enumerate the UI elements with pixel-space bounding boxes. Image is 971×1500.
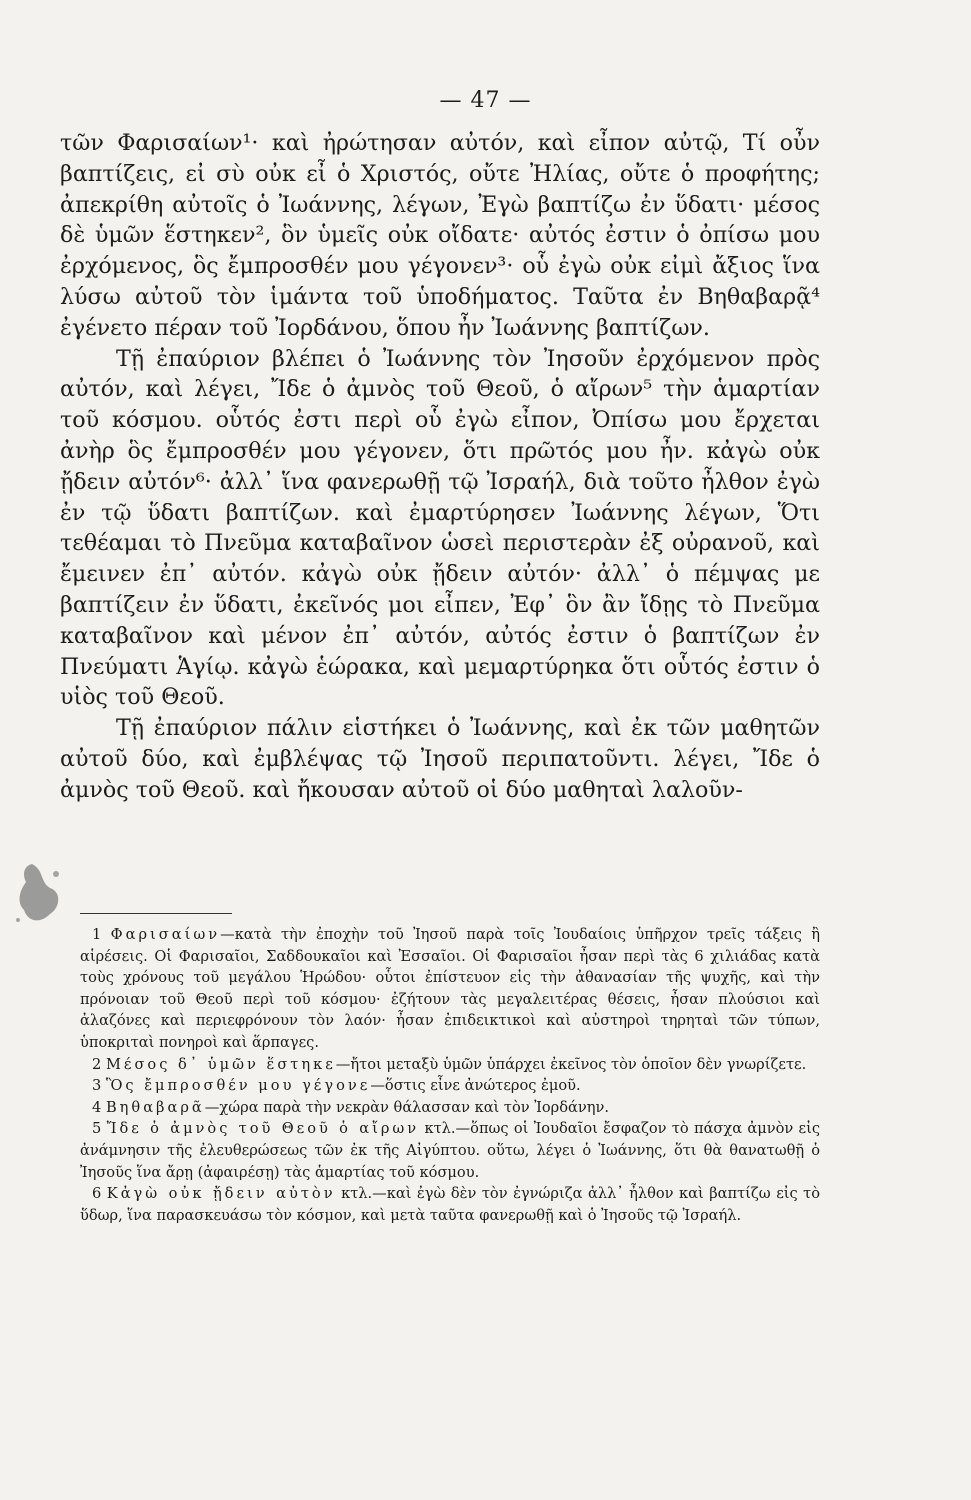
footnote-text: —ἤτοι μεταξὺ ὑμῶν ὑπάρχει ἐκεῖνος τὸν ὁποῖον δὲν γνωρίζετε.	[335, 1055, 807, 1073]
footnote-text: κτλ.—ὅπως οἱ Ἰουδαῖοι ἔσφαζον τὸ πάσχα ἀμνὸν εἰς ἀνάμνησιν τῆς ἐλευθερώσεως τῶν ἐκ τῆς Αἰγύπτου. οὕτω, λέγει ὁ Ἰωάννης, ὅτι θὰ θανατωθῇ ὁ Ἰησοῦς ἵνα ἄρῃ (ἀφαιρέσῃ) τὰς ἁμαρτίας τοῦ κόσμου.	[80, 1120, 821, 1181]
footnote-text: —κατὰ τὴν ἐποχὴν τοῦ Ἰησοῦ παρὰ τοῖς Ἰουδαίοις ὑπῆρχον τρεῖς τάξεις ἢ αἱρέσεις. Οἱ Φαρισαῖοι, Σαδδουκαῖοι καὶ Ἐσσαῖοι. Οἱ Φαρισαῖοι ἦσαν περὶ τὰς 6 χιλιάδας κατὰ τοὺς χρόνους τοῦ μεγάλου Ἡρώδου· οὗτοι ἐπίστευον εἰς τὴν ἀθανασίαν τῆς ψυχῆς, καὶ τὴν πρόνοιαν τοῦ Θεοῦ περὶ τοῦ κόσμου· ἐζήτουν τὰς μεγαλειτέρας θέσεις, ἦσαν πλούσιοι καὶ ἀλαζόνες καὶ περιεφρόνουν τὸν λαόν· ἦσαν ἐπιδεικτικοὶ καὶ αὐστηροὶ τηρηταὶ τῶν τύπων, ὑποκριταὶ πονηροὶ καὶ ἅρπαγες.	[80, 926, 820, 1051]
footnote-5	[80, 1118, 820, 1183]
footnotes	[80, 924, 820, 1226]
footnote-marker: 3	[92, 1077, 102, 1095]
footnote-marker: 5	[92, 1120, 102, 1138]
footnote-marker: 4	[92, 1098, 102, 1116]
footnote-rule	[80, 913, 232, 914]
footnote-lemma: Ἴδε ὁ ἀμνὸς τοῦ Θεοῦ ὁ αἴρων	[106, 1120, 420, 1138]
footnote-marker: 2	[92, 1055, 102, 1073]
footnote-text: —ὅστις εἶνε ἀνώτερος ἐμοῦ.	[370, 1077, 581, 1095]
footnote-2	[80, 1054, 820, 1076]
paragraph: Τῇ ἐπαύριον πάλιν εἱστήκει ὁ Ἰωάννης, καὶ ἐκ τῶν μαθητῶν αὐτοῦ δύο, καὶ ἐμβλέψας τῷ Ἰησοῦ περιπατοῦντι. λέγει, Ἴδε ὁ ἀμνὸς τοῦ Θεοῦ. καὶ ἤκουσαν αὐτοῦ οἱ δύο μαθηταὶ λαλοῦν-	[60, 715, 820, 803]
page-number: — 47 —	[439, 88, 532, 113]
footnote-marker: 6	[92, 1185, 102, 1203]
main-text	[60, 128, 820, 806]
footnote-lemma: Βηθαβαρᾶ	[105, 1098, 205, 1116]
ink-stain	[10, 860, 70, 930]
footnote-6	[80, 1183, 820, 1226]
footnote-lemma: Φαρισαίων	[110, 926, 221, 943]
paragraph: Τῇ ἐπαύριον βλέπει ὁ Ἰωάννης τὸν Ἰησοῦν ἐρχόμενον πρὸς αὐτόν, καὶ λέγει, Ἴδε ὁ ἀμνὸς τοῦ Θεοῦ, ὁ αἴρων⁵ τὴν ἁμαρτίαν τοῦ κόσμου. οὗτός ἐστι περὶ οὗ ἐγὼ εἶπον, Ὀπίσω μου ἔρχεται ἀνὴρ ὃς ἔμπροσθέν μου γέγονεν, ὅτι πρῶτός μου ἦν. κἀγὼ οὐκ ᾔδειν αὐτόν⁶· ἀλλ᾽ ἵνα φανερωθῇ τῷ Ἰσραήλ, διὰ τοῦτο ἦλθον ἐγὼ ἐν τῷ ὕδατι βαπτίζων. καὶ ἐμαρτύρησεν Ἰωάννης λέγων, Ὅτι τεθέαμαι τὸ Πνεῦμα καταβαῖνον ὡσεὶ περιστερὰν ἐξ οὐρανοῦ, καὶ ἔμεινεν ἐπ᾽ αὐτόν. κἀγὼ οὐκ ᾔδειν αὐτόν· ἀλλ᾽ ὁ πέμψας με βαπτίζειν ἐν ὕδατι, ἐκεῖνός μοι εἶπεν, Ἐφ᾽ ὃν ἂν ἴδῃς τὸ Πνεῦμα καταβαῖνον καὶ μένον ἐπ᾽ αὐτόν, αὐτός ἐστιν ὁ βαπτίζων ἐν Πνεύματι Ἁγίῳ. κἀγὼ ἑώρακα, καὶ μεμαρτύρηκα ὅτι οὗτός ἐστιν ὁ υἱὸς τοῦ Θεοῦ.	[60, 345, 820, 711]
footnote-text: κτλ.—καὶ ἐγὼ δὲν τὸν ἐγνώριζα ἀλλ᾽ ἦλθον καὶ βαπτίζω εἰς τὸ ὕδωρ, ἵνα παρασκευάσω τὸν κόσμον, καὶ μετὰ ταῦτα φανερωθῇ καὶ ὁ Ἰησοῦς τῷ Ἰσραήλ.	[80, 1185, 821, 1224]
footnote-marker: 1	[92, 926, 102, 943]
footnote-lemma: Κἀγὼ οὐκ ᾔδειν αὐτὸν	[106, 1185, 336, 1203]
footnote-1	[80, 924, 820, 1054]
footnote-3	[80, 1075, 820, 1097]
footnote-lemma: Μέσος δ᾽ ὑμῶν ἕστηκε	[105, 1055, 336, 1073]
footnote-text: —χώρα παρὰ τὴν νεκρὰν θάλασσαν καὶ τὸν Ἰορδάνην.	[204, 1098, 610, 1116]
paragraph: τῶν Φαρισαίων¹· καὶ ἠρώτησαν αὐτόν, καὶ εἶπον αὐτῷ, Τί οὖν βαπτίζεις, εἰ σὺ οὐκ εἶ ὁ Χριστός, οὔτε Ἠλίας, οὔτε ὁ προφήτης; ἀπεκρίθη αὐτοῖς ὁ Ἰωάννης, λέγων, Ἐγὼ βαπτίζω ἐν ὕδατι· μέσος δὲ ὑμῶν ἕστηκεν², ὃν ὑμεῖς οὐκ οἴδατε· αὐτός ἐστιν ὁ ὀπίσω μου ἐρχόμενος, ὃς ἔμπροσθέν μου γέγονεν³· οὗ ἐγὼ οὐκ εἰμὶ ἄξιος ἵνα λύσω αὐτοῦ τὸν ἱμάντα τοῦ ὑποδήματος. Ταῦτα ἐν Βηθαβαρᾷ⁴ ἐγένετο πέραν τοῦ Ἰορδάνου, ὅπου ἦν Ἰωάννης βαπτίζων.	[60, 130, 820, 341]
footnote-lemma: Ὃς ἔμπροσθέν μου γέγονε	[105, 1077, 371, 1095]
footnote-4	[80, 1097, 820, 1119]
